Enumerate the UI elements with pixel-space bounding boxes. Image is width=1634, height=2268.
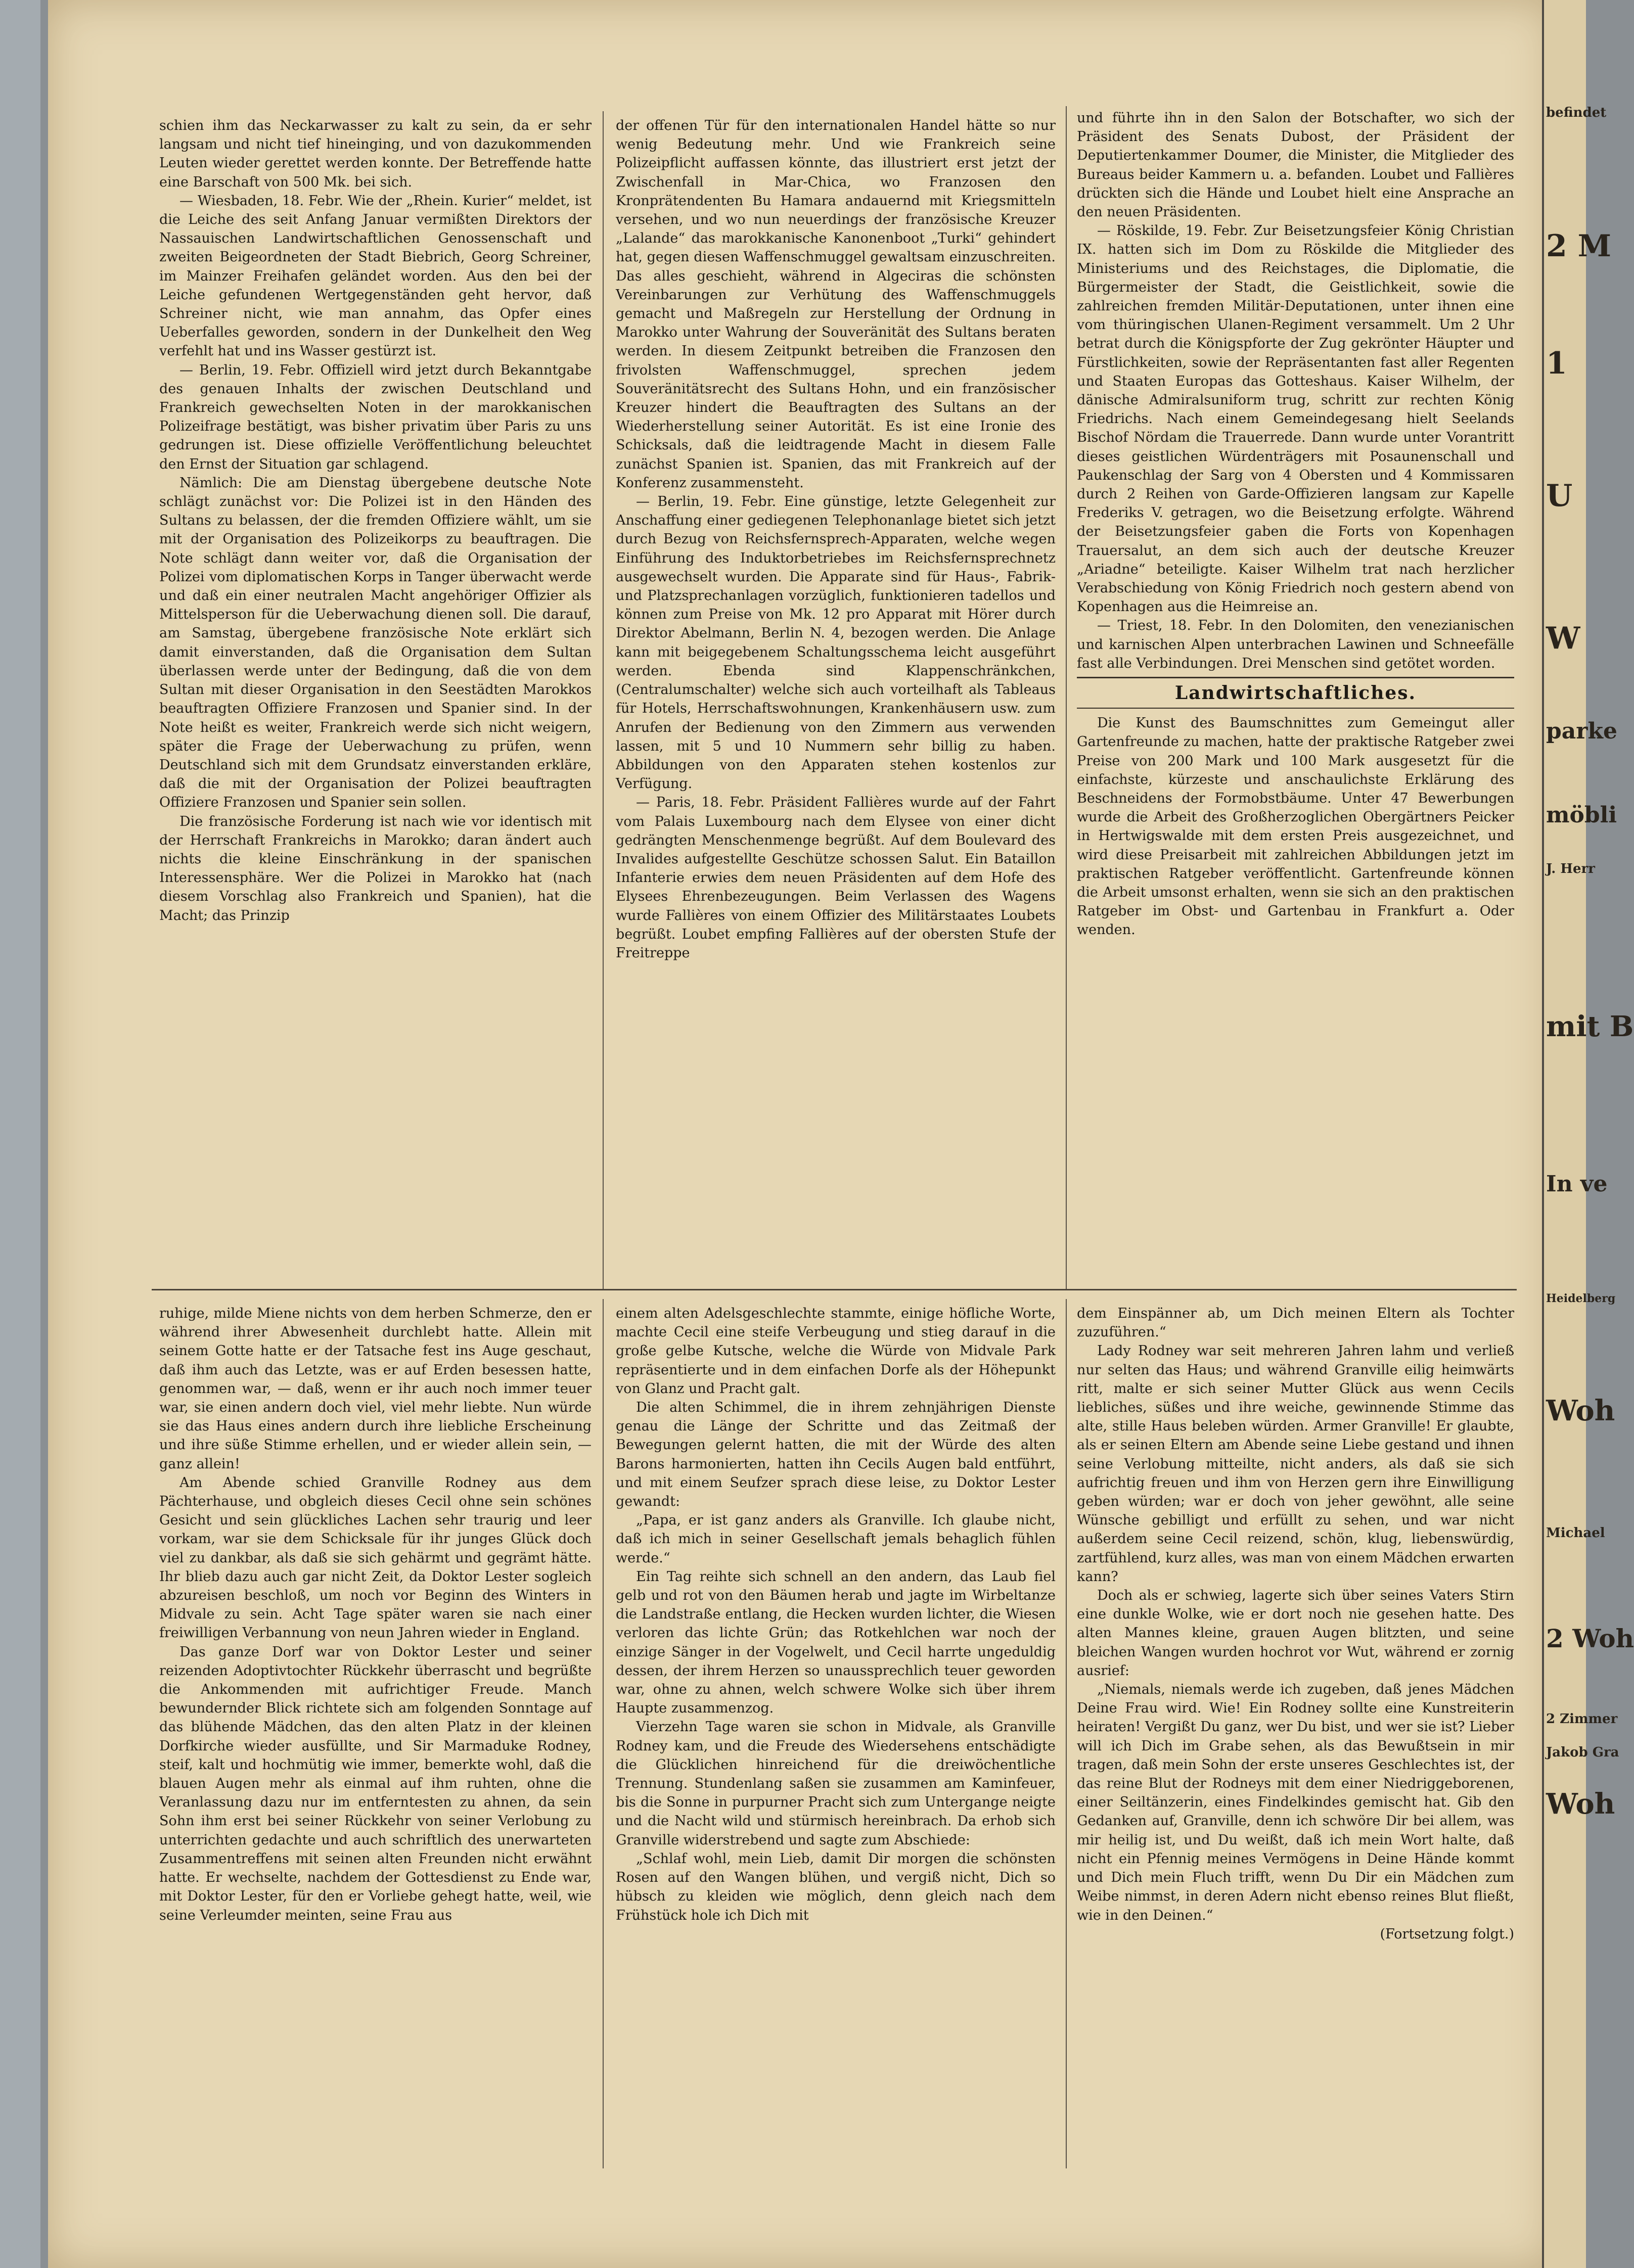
paragraph: „Niemals, niemals werde ich zugeben, daß jenes Mädchen Deine Frau wird. Wie! Ein Rodney sollte eine Kunstreiterin heiraten! Vergißt Du ganz, wer Du bist, und wer sie ist? Lieber will ich Dich im Grabe sehen, als das Bewußtsein in mir tragen, daß mein Sohn der erste unseres Geschlechtes ist, der das reine Blut der Rodneys mit dem einer Niedriggeborenen, einer Seiltänzerin, eines Findelkindes gemischt hat. Gib den Gedanken auf, Granville, denn ich schwöre Dir bei allem, was mir heilig ist, und Du weißt, daß ich mein Wort halte, daß nicht ein Pfennig meines Vermögens in Deine Hände kommt und Dich mein Fluch trifft, wenn Du Dir ein Mädchen zum Weibe nimmst, in deren Adern nicht ebenso reines Blut fließt, wie in den Deinen.“ [1077,1682,1514,1923]
column-divider [1066,1299,1067,2168]
adjacent-fragment: befindet [1546,105,1607,120]
adjacent-fragment: Woh [1546,1787,1615,1821]
paragraph: ruhige, milde Miene nichts von dem herben Schmerze, den er während ihrer Abwesenheit durchlebt hatte. Allein mit seinem Gotte hatte er der Tatsache fest ins Auge geschaut, daß ihm auch das Letzte, was er auf Erden besessen hatte, genommen war, — daß, wenn er ihr auch noch immer teuer war, sie einen andern doch viel, viel mehr liebte. Nun würde sie das Haus eines andern durch ihre liebliche Erscheinung und ihre süße Stimme erhellen, und er wieder allein sein, — ganz allein! [159,1306,592,1472]
news-item-berlin: — Berlin, 19. Febr. Offiziell wird jetzt durch Bekanntgabe des genauen Inhalts der zwischen Deutschland und Frankreich gewechselten Noten in der marokkanischen Polizeifrage bestätigt, was bisher privatim über Paris zu uns gedrungen ist. Diese offizielle Veröffentlichung beleuchtet den Ernst der Situation gar schlagend. [159,362,592,472]
serial-column-3 [1077,1304,1514,1943]
paragraph: schien ihm das Neckarwasser zu kalt zu sein, da er sehr langsam und nicht tief hineinging, und von dazukommenden Leuten wieder gerettet werden konnte. Der Betreffende hatte eine Barschaft von 500 Mk. bei sich. [159,118,592,190]
paragraph: „Papa, er ist ganz anders als Granville. Ich glaube nicht, daß ich mich in seiner Gesellschaft jemals behaglich fühlen werde.“ [616,1512,1056,1566]
paragraph: Nämlich: Die am Dienstag übergebene deutsche Note schlägt zunächst vor: Die Polizei ist in den Händen des Sultans zu belassen, der die fremden Offiziere wählt, um sie mit der Organisation des Polizeikorps zu beauftragen. Die Note schlägt dann weiter vor, daß die Organisation der Polizei vom diplomatischen Korps in Tanger überwacht werde und daß ein einer neutralen Macht angehöriger Offizier als Mittelsperson für die Ueberwachung dienen soll. Die darauf, am Samstag, übergebene französische Note erklärt sich damit einverstanden, daß die Organisation dem Sultan überlassen werde unter der Bedingung, daß die von dem Sultan mit dieser Organisation in den Seestädten Marokkos beauftragten Offiziere Franzosen und Spanier sind. In der Note heißt es weiter, Frankreich werde sich nicht weigern, später die Frage der Ueberwachung zu prüfen, wenn Deutschland sich mit dem Grundsatz einverstanden erkläre, daß die mit der Organisation der Polizei beauftragten Offiziere Franzosen und Spanier sein sollen. [159,475,592,811]
paragraph: Lady Rodney war seit mehreren Jahren lahm und verließ nur selten das Haus; und während Granville eilig heimwärts ritt, malte er sich seiner Mutter Glück aus wenn Cecils liebliches, süßes und ihre weiche, gewinnende Stimme das alte, stille Haus beleben würden. Armer Granville! Er glaubte, als er seinen Eltern am Abende seine Liebe gestand und ihnen seine Verlobung mitteilte, nicht anders, als daß sie sich aufrichtig freuen und ihm von Herzen gern ihre Einwilligung geben würden; war er doch von jeher gewöhnt, alle seine Wünsche gebilligt und erfüllt zu sehen, und war nicht außerdem seine Cecil reizend, schön, klug, liebenswürdig, zartfühlend, kurz alles, was man von einem Mädchen erwarten kann? [1077,1343,1514,1585]
adjacent-fragment: W [1546,621,1580,656]
adjacent-fragment: 2 Zimmer [1546,1711,1618,1727]
paragraph: Vierzehn Tage waren sie schon in Midvale, als Granville Rodney kam, und die Freude des Wiedersehens entschädigte die Glücklichen hinreichend für die dreiwöchentliche Trennung. Stundenlang saßen sie zusammen am Kaminfeuer, bis die Sonne in purpurner Pracht sich zum Untergange neigte und die Nacht wild und stürmisch hereinbrach. Da erhob sich Granville widerstrebend und sagte zum Abschiede: [616,1719,1056,1848]
adjacent-fragment: Woh [1546,1394,1615,1427]
top-column-2 [616,116,1056,962]
news-item-wiesbaden: — Wiesbaden, 18. Febr. Wie der „Rhein. Kurier“ meldet, ist die Leiche des seit Anfang Januar vermißten Direktors der Nassauischen Landwirtschaftlichen Genossenschaft und zweiten Beigeordneten der Stadt Biebrich, Georg Schreiner, im Mainzer Freihafen geländet worden. Aus den bei der Leiche gefundenen Wertgegenständen geht hervor, daß Schreiner nicht, wie man annahm, das Opfer eines Ueberfalles geworden, sondern in der Dunkelheit den Weg verfehlt hat und ins Wasser gestürzt ist. [159,193,592,359]
adjacent-fragment: parke [1546,718,1617,744]
adjacent-fragment: J. Herr [1546,861,1595,876]
section-heading-landwirtschaftliches: Landwirtschaftliches. [1077,677,1514,709]
adjacent-fragment: 2 M [1546,228,1612,264]
adjacent-fragment: Jakob Gra [1546,1745,1619,1760]
continuation-note: (Fortsetzung folgt.) [1380,1926,1514,1942]
news-item-triest: — Triest, 18. Febr. In den Dolomiten, den venezianischen und karnischen Alpen unterbrachen Lawinen und Schneefälle fast alle Verbindungen. Drei Menschen sind getötet worden. [1077,618,1514,671]
adjacent-fragment: Heidelberg [1546,1292,1616,1305]
adjacent-page-strip [1542,0,1634,2268]
adjacent-fragment: mit B [1546,1010,1634,1043]
serial-column-1 [159,1304,592,1925]
news-item-paris: — Paris, 18. Febr. Präsident Fallières wurde auf der Fahrt vom Palais Luxembourg nach dem Elysee von einer dicht gedrängten Menschenmenge begrüßt. Auf dem Boulevard des Invalides aufgestellte Geschütze schossen Salut. Ein Bataillon Infanterie erwies dem neuen Präsidenten auf dem Hofe des Elysees Ehrenbezeugungen. Beim Verlassen des Wagens wurde Fallières von einem Offizier des Militärstaates Loubets begrüßt. Loubet empfing Fallières auf der obersten Stufe der Freitreppe [616,795,1056,961]
paragraph: „Schlaf wohl, mein Lieb, damit Dir morgen die schönsten Rosen auf den Wangen blühen, und vergiß nicht, Dich so hübsch zu kleiden wie möglich, denn gleich nach dem Frühstück hole ich Dich mit [616,1850,1056,1923]
top-column-1 [159,116,592,925]
feuilleton-separator [152,1289,1517,1290]
adjacent-fragment: U [1546,478,1573,514]
paragraph: Am Abende schied Granville Rodney aus dem Pächterhause, und obgleich dieses Cecil ohne sein schönes Gesicht und sein glückliches Lachen sehr traurig und leer vorkam, war sie dem Schicksale für ihr junges Glück doch viel zu dankbar, als daß sie sich gehärmt und gegrämt hätte. Ihr blieb dazu auch gar nicht Zeit, da Doktor Lester sogleich abzureisen beschloß, um noch vor Beginn des Winters in Midvale zu sein. Acht Tage später waren sie nach einer freiwilligen Verbannung von neun Jahren wieder in England. [159,1474,592,1641]
top-column-3 [1077,109,1514,940]
adjacent-fragment: 1 [1546,346,1567,381]
adjacent-fragment: In ve [1546,1171,1608,1197]
scanner-backdrop-left [0,0,40,2268]
paragraph: der offenen Tür für den internationalen Handel hätte so nur wenig Bedeutung mehr. Und wie Frankreich seine Polizeipflicht auffassen könnte, das illustriert erst jetzt der Zwischenfall in Mar-Chica, wo Franzosen den Kronprätendenten Bu Hamara andauernd mit Kriegsmitteln versehen, und wo nun neuerdings der französische Kreuzer „Lalande“ das marokkanische Kanonenboot „Turki“ gehindert hat, gegen diesen Waffenschmuggel gewaltsam einzuschreiten. Das alles geschieht, während in Algeciras die schönsten Vereinbarungen zur Verhütung des Waffenschmuggels gemacht und Maßregeln zur Herstellung der Ordnung in Marokko unter Wahrung der Souveränität des Sultans beraten werden. In diesem Zeitpunkt betreiben die Franzosen den frivolsten Waffenschmuggel, sprechen jedem Souveränitätsrecht des Sultans Hohn, und ein französischer Kreuzer hindert die Beauftragten des Sultans an der Wiederherstellung seiner Autorität. Es ist eine Ironie des Schicksals, daß die leidtragende Macht in diesem Falle zunächst Spanien ist. Spanien, das mit Frankreich auf der Konferenz zusammensteht. [616,118,1056,491]
column-divider [603,1299,604,2168]
adjacent-fragment: 2 Woh [1546,1624,1634,1653]
news-item-berlin-telephone: — Berlin, 19. Febr. Eine günstige, letzte Gelegenheit zur Anschaffung einer gediegenen Telephonanlage bietet sich jetzt durch Bezug von Reichsfernsprech-Apparaten, welche wegen Einführung des Induktorbetriebes im Reichsfernsprechnetz ausgewechselt wurden. Die Apparate sind für Haus-, Fabrik- und Platzsprechanlagen vorzüglich, funktionieren tadellos und können zum Preise von Mk. 12 pro Apparat mit Hörer durch Direktor Abelmann, Berlin N. 4, bezogen werden. Die Anlage kann mit beigegebenem Schaltungsschema leicht ausgeführt werden. Ebenda sind Klappenschränkchen, (Centralumschalter) welche sich auch vorteilhaft als Tableaus für Hotels, Herrschaftswohnungen, Krankenhäusern usw. zum Anrufen der Bedienung von den Zimmern aus verwenden lassen, mit 5 und 10 Nummern sehr billig zu haben. Abbildungen von den Apparaten stehen kostenlos zur Verfügung. [616,494,1056,792]
column-divider [603,111,604,1289]
news-item-roskilde: — Röskilde, 19. Febr. Zur Beisetzungsfeier König Christian IX. hatten sich im Dom zu Röskilde die Mitglieder des Ministeriums und des Reichstages, die Diplomatie, die Bürgermeister der Stadt, die Geistlichkeit, sowie die zahlreichen fremden Militär-Deputationen, unter ihnen eine vom thüringischen Ulanen-Regiment versammelt. Um 2 Uhr betrat durch die Königspforte der Zug gekrönter Häupter und Fürstlichkeiten, sowie der Repräsentanten fast aller Regenten und Staaten Europas das Gotteshaus. Kaiser Wilhelm, der dänische Admiralsuniform trug, schritt zur rechten König Friedrichs. Nach einem Gemeindegesang hielt Seelands Bischof Nördam die Trauerrede. Dann wurde unter Vorantritt dieses geistlichen Würdenträgers mit Posaunenschall und Paukenschlag der Sarg von 4 Obersten und 4 Kommissaren durch 2 Reihen von Garde-Offizieren langsam zur Kapelle Frederiks V. getragen, wo die Beisetzung erfolgte. Während der Beisetzungsfeier gaben die Forts von Kopenhagen Trauersalut, an dem sich auch der deutsche Kreuzer „Ariadne“ beteiligte. Kaiser Wilhelm trat nach herzlicher Verabschiedung von König Friedrich noch gestern abend von Kopenhagen aus die Heimreise an. [1077,223,1514,615]
column-divider [1066,106,1067,1289]
adjacent-fragment: möbli [1546,802,1617,828]
serial-column-2 [616,1304,1056,1925]
paragraph: Die alten Schimmel, die in ihrem zehnjährigen Dienste genau die Länge der Schritte und das Zeitmaß der Bewegungen gelernt hatten, die mit der Würde des alten Barons harmonierten, hatten ihn Cecils Augen bald entführt, und mit einem Seufzer sprach diese leise, zu Doktor Lester gewandt: [616,1400,1056,1510]
paragraph: Doch als er schwieg, lagerte sich über seines Vaters Stirn eine dunkle Wolke, wie er dort noch nie gesehen hatte. Des alten Mannes kleine, grauen Augen blitzten, und seine bleichen Wangen wurden hochrot vor Wut, während er zornig ausrief: [1077,1588,1514,1679]
paragraph: Das ganze Dorf war von Doktor Lester und seiner reizenden Adoptivtochter Rückkehr überrascht und begrüßte die Ankommenden mit aufrichtiger Freude. Manch bewundernder Blick richtete sich am folgenden Sonntage auf das blühende Mädchen, das den alten Platz in der kleinen Dorfkirche wieder ausfüllte, und Sir Marmaduke Rodney, steif, kalt und hochmütig wie immer, bemerkte wohl, daß die blauen Augen mehr als einmal auf ihm ruhten, ohne die Veranlassung dazu nur im entferntesten zu ahnen, da sein Sohn ihm erst bei seiner Rückkehr von seiner Verlobung zu unterrichten gedachte und auch schriftlich des unerwarteten Zusammentreffens mit seinen alten Freunden nicht erwähnt hatte. Er wechselte, nachdem der Gottesdienst zu Ende war, mit Doktor Lester, für den er Vorliebe gehegt hatte, weil, wie seine Verleumder meinten, seine Frau aus [159,1644,592,1923]
paragraph-baumschnitt: Die Kunst des Baumschnittes zum Gemeingut aller Gartenfreunde zu machen, hatte der praktische Ratgeber zwei Preise von 200 Mark und 100 Mark ausgesetzt für die einfachste, kürzeste und anschaulichste Erklärung des Beschneidens der Formobstbäume. Unter 47 Bewerbungen wurde die Arbeit des Großherzoglichen Obergärtners Peicker in Hertwigswalde mit dem ersten Preis ausgezeichnet, und wird diese Preisarbeit mit zahlreichen Abbildungen jetzt im praktischen Ratgeber veröffentlicht. Gartenfreunde können die Arbeit umsonst erhalten, wenn sie sich an den praktischen Ratgeber im Obst- und Gartenbau in Frankfurt a. Oder wenden. [1077,715,1514,938]
paragraph: und führte ihn in den Salon der Botschafter, wo sich der Präsident des Senats Dubost, der Präsident der Deputiertenkammer Doumer, die Minister, die Mitglieder des Bureaus beider Kammern u. a. befanden. Loubet und Fallières drückten sich die Hände und Loubet hielt eine Ansprache an den neuen Präsidenten. [1077,110,1514,220]
paragraph: Ein Tag reihte sich schnell an den andern, das Laub fiel gelb und rot von den Bäumen herab und jagte im Wirbeltanze die Landstraße entlang, die Hecken wurden lichter, die Wiesen verloren das lichte Grün; das Rotkehlchen war noch der einzige Sänger in der Vogelwelt, und Cecil harrte ungeduldig dessen, der ihrem Herzen so unaussprechlich teuer geworden war, ohne zu ahnen, welch schwere Wolke sich über ihrem Haupte zusammenzog. [616,1568,1056,1717]
paragraph: einem alten Adelsgeschlechte stammte, einige höfliche Worte, machte Cecil eine steife Verbeugung und stieg darauf in die große gelbe Kutsche, welche die Würde von Midvale Park repräsentierte und in dem einfachen Dorfe als der Höhepunkt von Glanz und Pracht galt. [616,1306,1056,1397]
adjacent-fragment: Michael [1546,1525,1605,1541]
paragraph: Die französische Forderung ist nach wie vor identisch mit der Herrschaft Frankreichs in Marokko; daran ändert auch nichts die kleine Einschränkung in der spanischen Interessensphäre. Wer die Polizei in Marokko hat (nach diesem Vorschlag also Frankreich und Spanien), hat die Macht; das Prinzip [159,813,592,923]
paragraph: dem Einspänner ab, um Dich meinen Eltern als Tochter zuzuführen.“ [1077,1306,1514,1340]
